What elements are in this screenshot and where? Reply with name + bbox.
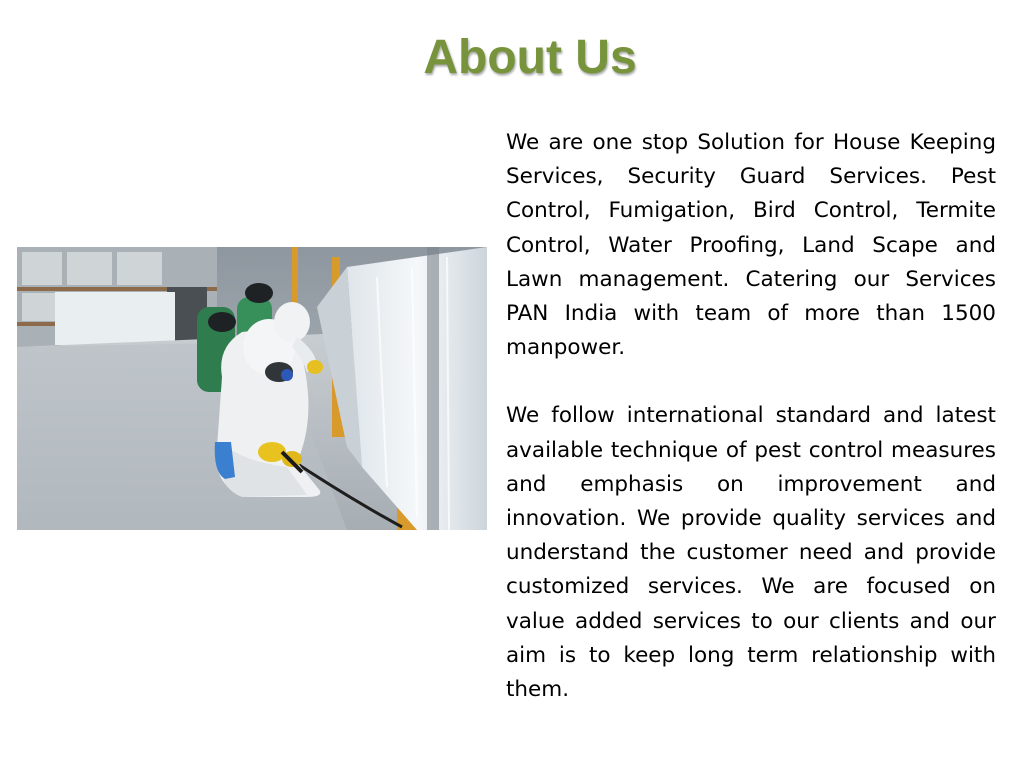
about-text	[506, 126, 996, 707]
approach-paragraph: We follow international standard and latest available technique of pest control measures and emphasis on improvement and innovation. We provide quality services and understand the customer need and provide customized services. We are focused on value added services to our clients and our aim is to keep long term relationship with them.	[506, 403, 996, 703]
warehouse-illustration	[17, 247, 487, 530]
page-title: About Us	[423, 31, 637, 84]
pest-control-photo	[17, 247, 487, 530]
intro-paragraph: We are one stop Solution for House Keeping Services, Security Guard Services. Pest Control, Fumigation, Bird Control, Termite Control, Water Proofing, Land Scape and Lawn management. Catering our Services PAN India with team of more than 1500 manpower.	[506, 130, 996, 361]
